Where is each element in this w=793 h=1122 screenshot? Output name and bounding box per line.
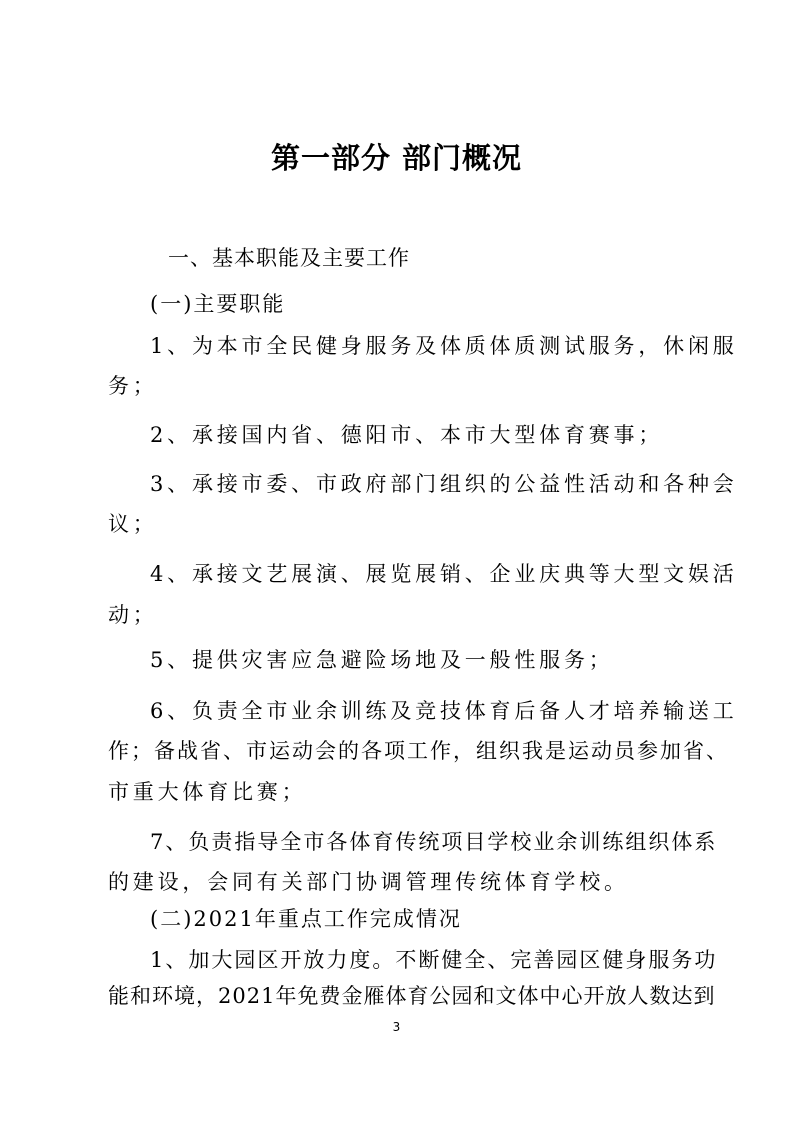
paragraph-line: 议； [108, 512, 158, 536]
paragraph-line: 2、承接国内省、德阳市、本市大型体育赛事； [150, 423, 664, 447]
section-heading: 一、基本职能及主要工作 [168, 246, 410, 270]
paragraph-line: 市重大体育比赛； [108, 780, 307, 804]
paragraph-line: 1、加大园区开放力度。不断健全、完善园区健身服务功 [150, 948, 718, 972]
paragraph-line: 能和环境，2021年免费金雁体育公园和文体中心开放人数达到 [108, 984, 716, 1008]
paragraph-line: 5、提供灾害应急避险场地及一般性服务； [150, 648, 614, 672]
subheading-main-functions: (一)主要职能 [150, 292, 286, 316]
paragraph-line: 务； [108, 374, 158, 398]
paragraph-line: 作；备战省、市运动会的各项工作，组织我是运动员参加省、 [108, 739, 729, 763]
paragraph-line: 4、承接文艺展演、展览展销、企业庆典等大型文娱活 [150, 562, 738, 586]
paragraph-line: 7、负责指导全市各体育传统项目学校业余训练组织体系 [150, 830, 718, 854]
subheading-key-work: (二)2021年重点工作完成情况 [150, 907, 462, 931]
paragraph-line: 3、承接市委、市政府部门组织的公益性活动和各种会 [150, 472, 738, 496]
page-title: 第一部分 部门概况 [270, 141, 523, 175]
paragraph-line: 1、为本市全民健身服务及体质体质测试服务，休闲服 [150, 334, 738, 358]
paragraph-line: 的建设，会同有关部门协调管理传统体育学校。 [108, 870, 629, 894]
paragraph-line: 6、负责全市业余训练及竞技体育后备人才培养输送工 [150, 699, 738, 723]
page-number: 3 [392, 1020, 401, 1034]
paragraph-line: 动； [108, 603, 158, 627]
